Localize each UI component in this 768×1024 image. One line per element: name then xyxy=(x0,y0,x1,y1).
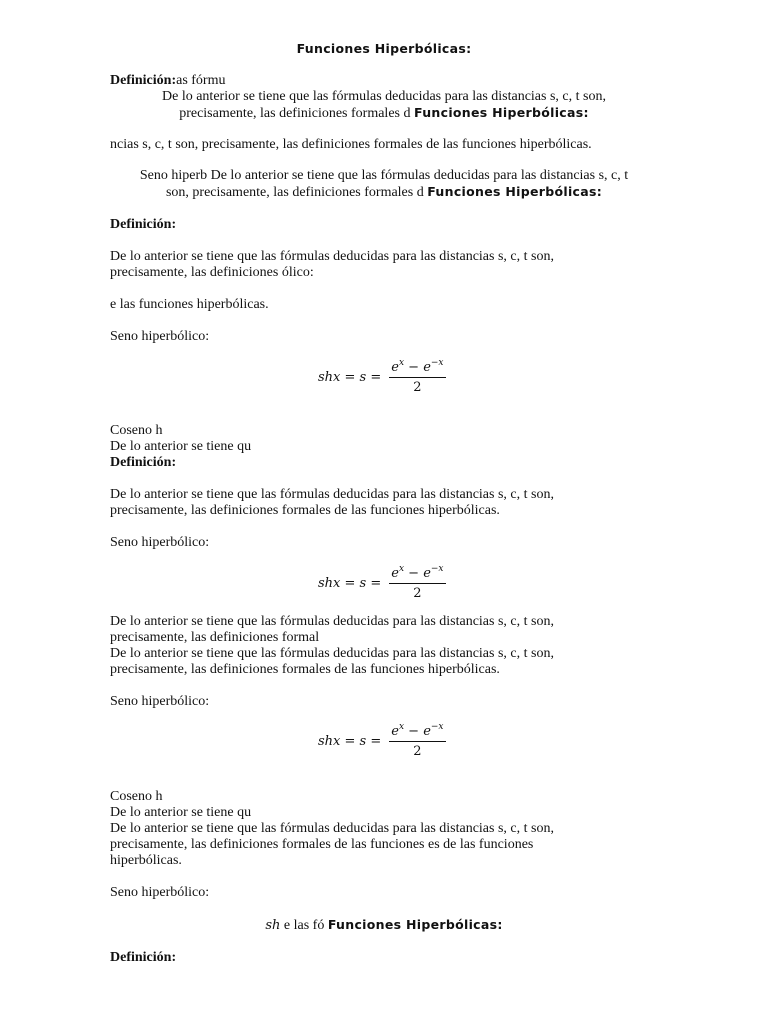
formula-numerator: $e^x - e^{-x}$ xyxy=(389,724,445,742)
formula-sinh-2 xyxy=(318,564,446,604)
paragraph-5: e las funciones hiperbólicas. xyxy=(110,297,269,312)
paragraph-8a: De lo anterior se tiene que las fórmulas deducidas para las distancias s, c, t son, xyxy=(110,614,554,629)
definition-label: Definición: xyxy=(110,950,177,965)
centered-paragraph-1b xyxy=(0,105,768,122)
coseno-heading-1: Coseno h xyxy=(110,423,163,438)
definition-line-1 xyxy=(110,73,226,89)
definition-heading-3 xyxy=(110,455,176,471)
paragraph-10c: hiperbólicas. xyxy=(110,853,182,868)
paragraph-9: De lo anterior se tiene qu xyxy=(110,805,252,820)
formula-fraction xyxy=(389,724,445,760)
last-centered-line xyxy=(0,917,768,934)
formula-numerator: $e^x - e^{-x}$ xyxy=(389,360,445,378)
definition-label: Definición: xyxy=(110,217,177,232)
paragraph-7b: precisamente, las definiciones formales de las funciones hiperbólicas. xyxy=(110,503,500,518)
paragraph-8c: De lo anterior se tiene que las fórmulas deducidas para las distancias s, c, t son, xyxy=(110,646,554,661)
definition-heading-4 xyxy=(110,950,176,966)
definition-label: Definición: xyxy=(110,455,177,470)
text-fragment: precisamente, las definiciones formales d xyxy=(179,106,414,121)
inline-heading: Funciones Hiperbólicas: xyxy=(427,184,603,199)
paragraph-10a: De lo anterior se tiene que las fórmulas deducidas para las distancias s, c, t son, xyxy=(110,821,554,836)
text-fragment: e las fó xyxy=(280,918,328,933)
centered-paragraph-3b xyxy=(0,184,768,201)
formula-sinh-1 xyxy=(318,358,446,398)
page-title: Funciones Hiperbólicas: xyxy=(296,41,472,56)
formula-sinh-3 xyxy=(318,722,446,762)
formula-denominator: 2 xyxy=(413,380,422,395)
formula-lhs: shx = s = xyxy=(318,576,382,591)
definition-heading-2 xyxy=(110,217,176,233)
text-fragment: son, precisamente, las definiciones formales d xyxy=(165,185,428,200)
definition-fragment: as fórmu xyxy=(176,73,226,88)
paragraph-8b: precisamente, las definiciones formal xyxy=(110,630,320,645)
paragraph-10b: precisamente, las definiciones formales de las funciones es de las funciones xyxy=(110,837,534,852)
seno-heading-3: Seno hiperbólico: xyxy=(110,694,210,709)
formula-numerator: $e^x - e^{-x}$ xyxy=(389,566,445,584)
paragraph-6: De lo anterior se tiene qu xyxy=(110,439,252,454)
coseno-heading-2: Coseno h xyxy=(110,789,163,804)
paragraph-2: ncias s, c, t son, precisamente, las definiciones formales de las funciones hiperbólicas. xyxy=(110,137,592,152)
formula-denominator: 2 xyxy=(413,586,422,601)
formula-lhs: shx = s = xyxy=(318,734,382,749)
paragraph-4a: De lo anterior se tiene que las fórmulas deducidas para las distancias s, c, t son, xyxy=(110,249,554,264)
paragraph-7a: De lo anterior se tiene que las fórmulas deducidas para las distancias s, c, t son, xyxy=(110,487,554,502)
inline-heading: Funciones Hiperbólicas: xyxy=(327,917,503,932)
seno-heading-2: Seno hiperbólico: xyxy=(110,535,210,550)
inline-heading: Funciones Hiperbólicas: xyxy=(414,105,589,120)
formula-denominator: 2 xyxy=(413,744,422,759)
math-sh: sh xyxy=(265,918,281,933)
seno-heading-1: Seno hiperbólico: xyxy=(110,329,210,344)
paragraph-4b: precisamente, las definiciones ólico: xyxy=(110,265,314,280)
formula-lhs: shx = s = xyxy=(318,370,382,385)
formula-fraction xyxy=(389,566,445,602)
centered-paragraph-3a: Seno hiperb De lo anterior se tiene que las fórmulas deducidas para las distancias s, c, t xyxy=(139,168,629,183)
definition-label: Definición: xyxy=(110,73,177,88)
centered-paragraph-1a: De lo anterior se tiene que las fórmulas deducidas para las distancias s, c, t son, xyxy=(162,89,606,104)
seno-heading-4: Seno hiperbólico: xyxy=(110,885,210,900)
formula-fraction xyxy=(389,360,445,396)
paragraph-8d: precisamente, las definiciones formales de las funciones hiperbólicas. xyxy=(110,662,500,677)
